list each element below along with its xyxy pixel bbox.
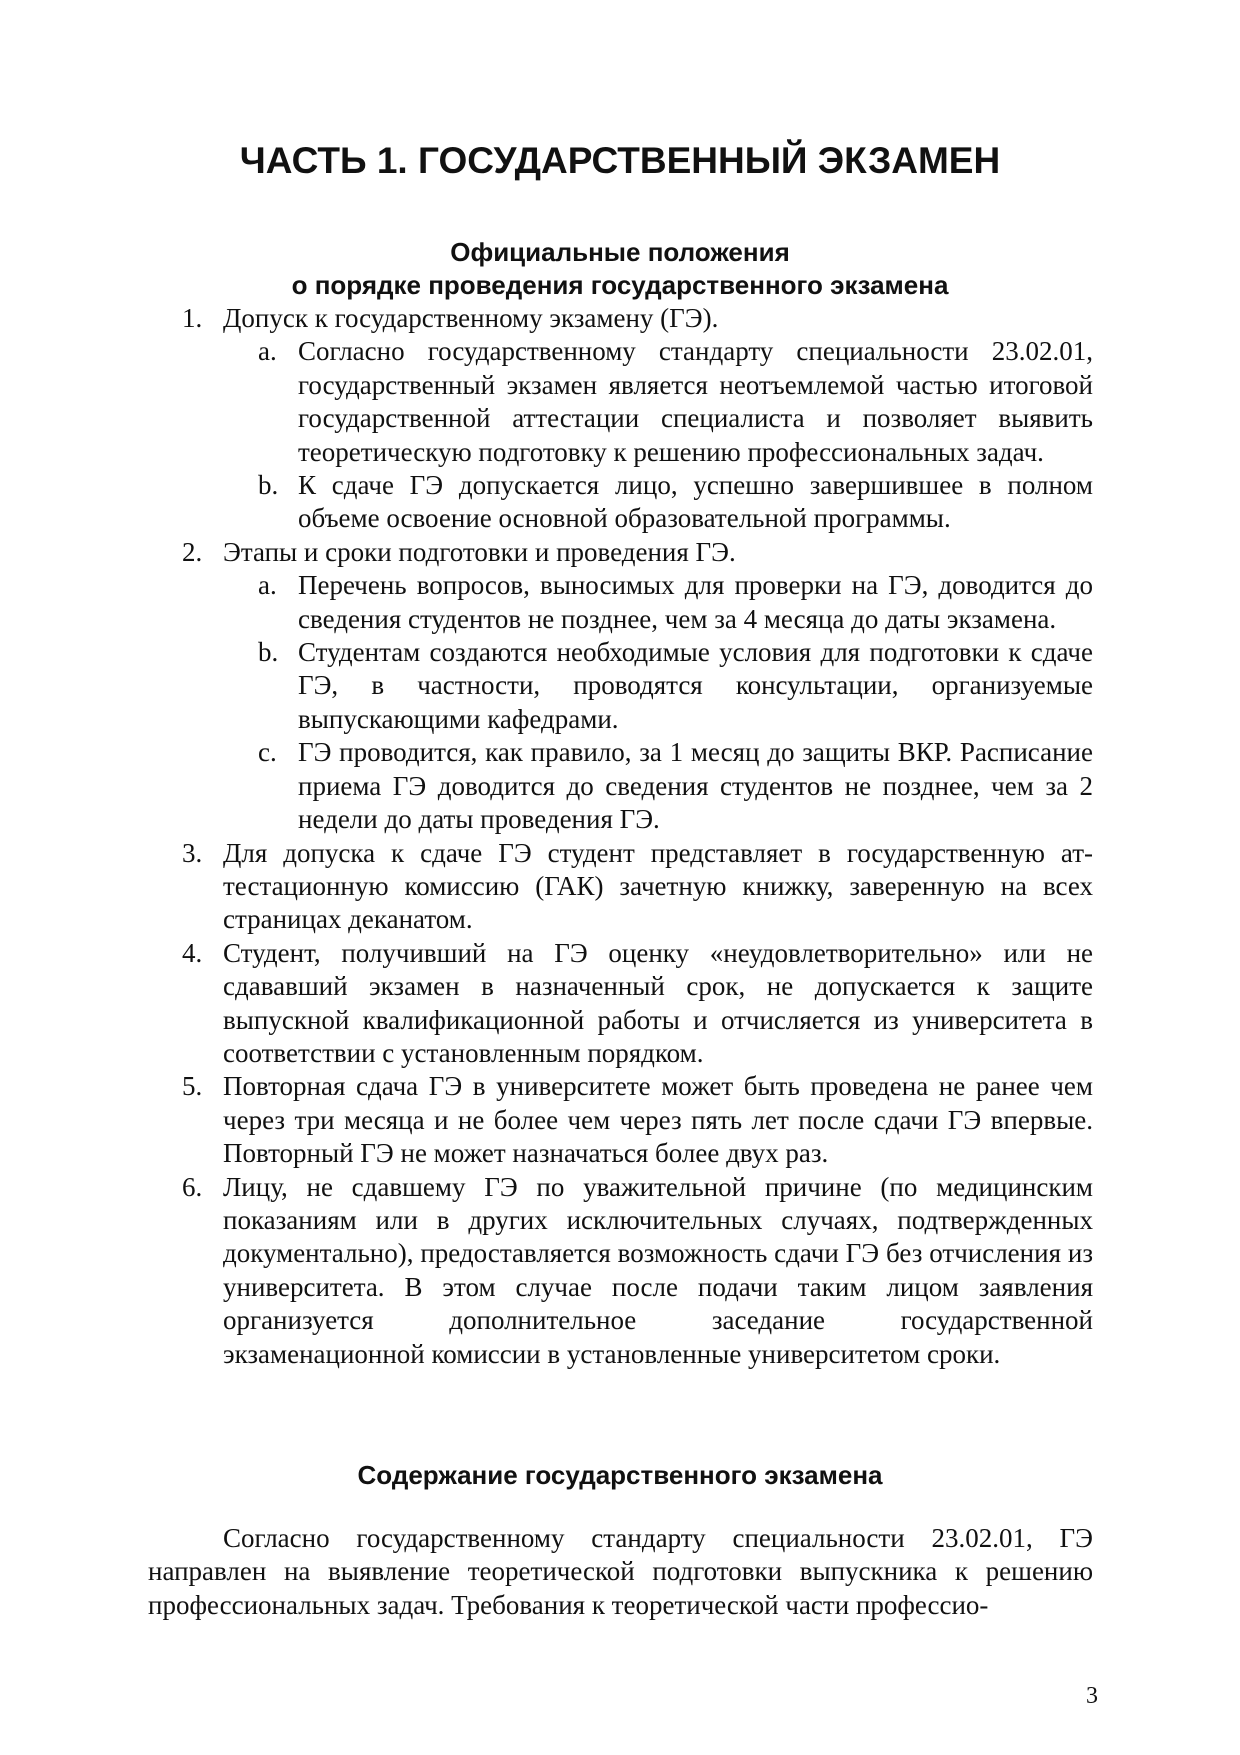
section-title-line-1: Официальные положения — [450, 237, 790, 267]
list-item-text: Лицу, не сдавшему ГЭ по уважительной причине (по медицинским показаниям или в других исключительных случаях, подтвержденных документально), предоставляется возможность сдачи ГЭ без отчисления из университета. В этом случае после подачи таким лицом заявления организуется дополнительное заседание государственной экзаменационной комиссии в установленные университетом сроки. — [223, 1171, 1093, 1369]
page-title: ЧАСТЬ 1. ГОСУДАРСТВЕННЫЙ ЭКЗАМЕН — [239, 140, 1001, 181]
sub-item-text: Согласно государственному стандарту специальности 23.02.01, государственный экзамен является неотъемлемой частью итоговой государственной аттестации специалиста и позволяет выявить теоретическую подготовку к решению профессиональных задач. — [298, 336, 1093, 467]
sub-list — [223, 335, 1093, 535]
sub-item-label: a. — [258, 570, 277, 601]
sub-list-item — [223, 469, 1093, 536]
sub-list — [223, 569, 1093, 836]
list-item-text: Повторная сдача ГЭ в университете может быть проведена не ранее чем через три месяца и не более чем через пять лет после сдачи ГЭ впервые. Повторный ГЭ не может назначаться более двух раз. — [223, 1071, 1093, 1169]
sub-item-text: Студентам создаются необходимые условия для подготовки к сдаче ГЭ, в частности, проводятся консультации, организуемые выпускающими кафедрами. — [298, 637, 1093, 734]
sub-item-label: a. — [258, 336, 277, 367]
list-item-text: Студент, получивший на ГЭ оценку «неудовлетворительно» или не сдававший экзамен в назначенный срок, не допускается к защите выпускной квалификационной работы и отчисляется из университета в соответствии с установленным порядком. — [223, 937, 1093, 1068]
list-item — [148, 837, 1093, 937]
regulations-list — [148, 302, 1093, 1371]
sub-item-text: ГЭ проводится, как правило, за 1 месяц до защиты ВКР. Расписание приема ГЭ доводится до сведения студентов не позднее, чем за 2 недели до даты проведения ГЭ. — [298, 737, 1093, 835]
list-item-number: 5. — [182, 1071, 203, 1102]
body-paragraph: Согласно государственному стандарту специальности 23.02.01, ГЭ направлен на выявление теоретической подготовки выпускника к решению профессиональных задач. Требования к теоретической части профессио- — [148, 1523, 1093, 1620]
sub-list-item — [223, 736, 1093, 836]
list-item-number: 1. — [182, 303, 203, 333]
list-item — [148, 302, 1093, 536]
list-item-text: Для допуска к сдаче ГЭ студент представляет в государственную аттестационную комиссию (ГАК) зачетную книжку, заверенную на всех страницах деканатом. — [223, 837, 1093, 935]
list-item-text: Допуск к государственному экзамену (ГЭ). — [223, 303, 719, 333]
list-item-number: 3. — [182, 837, 203, 868]
sub-item-label: b. — [258, 637, 279, 668]
sub-item-text: Перечень вопросов, выносимых для проверки на ГЭ, доводится до сведения студентов не позднее, чем за 4 месяца до даты экзамена. — [298, 570, 1093, 634]
list-item — [148, 1171, 1093, 1371]
list-item-text: Этапы и сроки подготовки и проведения ГЭ. — [223, 536, 736, 567]
page-number: 3 — [1086, 1683, 1098, 1709]
list-item-number: 4. — [182, 937, 203, 968]
sub-item-text: К сдаче ГЭ допускается лицо, успешно завершившее в полном объеме освоение основной образовательной программы. — [298, 470, 1093, 534]
section-title-content: Содержание государственного экзамена — [357, 1460, 883, 1490]
section-title-regulations — [100, 236, 1140, 302]
list-item — [148, 937, 1093, 1071]
sub-list-item — [223, 569, 1093, 636]
list-item-number: 2. — [182, 536, 203, 567]
list-item-number: 6. — [182, 1171, 203, 1202]
list-item — [148, 1070, 1093, 1170]
sub-item-label: c. — [258, 737, 277, 768]
sub-list-item — [223, 636, 1093, 736]
sub-item-label: b. — [258, 470, 279, 501]
list-item — [148, 536, 1093, 837]
sub-list-item — [223, 335, 1093, 469]
section-title-line-2: о порядке проведения государственного экзамена — [291, 270, 949, 300]
